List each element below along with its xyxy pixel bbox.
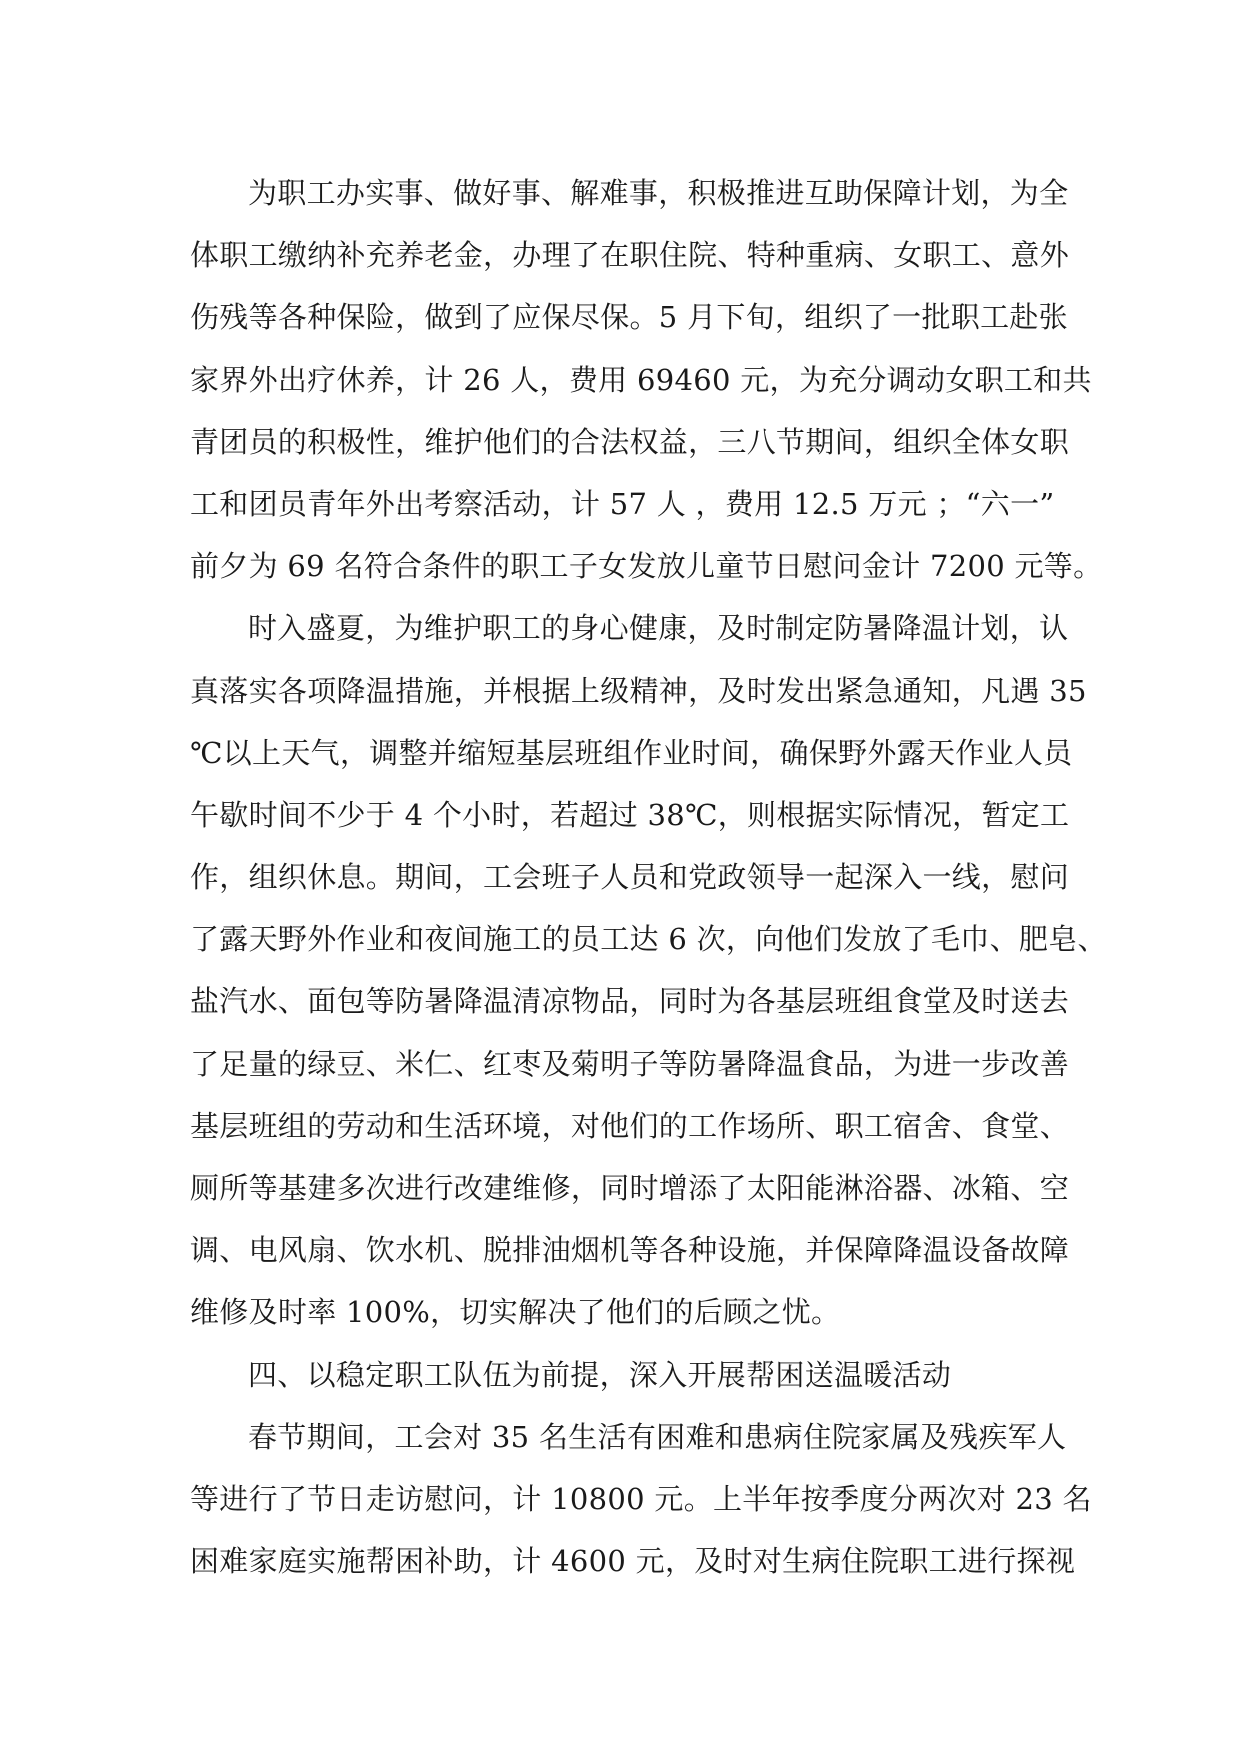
text-line: 时入盛夏，为维护职工的身心健康，及时制定防暑降温计划，认 <box>248 611 1069 646</box>
text-line: 真落实各项降温措施，并根据上级精神，及时发出紧急通知，凡遇 35 <box>190 673 1087 708</box>
text-line: 为职工办实事、做好事、解难事，积极推进互助保障计划，为全 <box>248 176 1069 210</box>
body-text <box>190 162 1107 1592</box>
text-line: 午歇时间不少于 4 个小时，若超过 38℃，则根据实际情况，暂定工 <box>190 797 1070 832</box>
text-line: 工和团员青年外出考察活动，计 57 人 ，费用 12.5 万元 ；“六一” <box>190 486 1055 521</box>
text-line: 作，组织休息。期间，工会班子人员和党政领导一起深入一线，慰问 <box>190 860 1070 895</box>
text-line: 厕所等基建多次进行改建维修，同时增添了太阳能淋浴器、冰箱、空 <box>190 1171 1070 1205</box>
text-line: 家界外出疗休养，计 26 人，费用 69460 元，为充分调动女职工和共 <box>190 362 1092 397</box>
section-heading: 四、以稳定职工队伍为前提，深入开展帮困送温暖活动 <box>248 1357 952 1392</box>
text-line: 调、电风扇、饮水机、脱排油烟机等各种设施，并保障降温设备故障 <box>190 1233 1070 1268</box>
text-line: 困难家庭实施帮困补助，计 4600 元，及时对生病住院职工进行探视 <box>190 1544 1076 1579</box>
text-line: ℃以上天气，调整并缩短基层班组作业时间，确保野外露天作业人员 <box>190 735 1073 770</box>
text-line: 前夕为 69 名符合条件的职工子女发放儿童节日慰问金计 7200 元等。 <box>190 549 1103 584</box>
text-line: 伤残等各种保险，做到了应保尽保。5 月下旬，组织了一批职工赴张 <box>190 300 1068 335</box>
text-line: 等进行了节日走访慰问，计 10800 元。上半年按季度分两次对 23 名 <box>190 1481 1092 1516</box>
text-line: 青团员的积极性，维护他们的合法权益，三八节期间，组织全体女职 <box>190 424 1070 459</box>
text-line: 盐汽水、面包等防暑降温清凉物品，同时为各基层班组食堂及时送去 <box>190 984 1070 1019</box>
text-line: 春节期间，工会对 35 名生活有困难和患病住院家属及残疾军人 <box>248 1419 1067 1454</box>
text-line: 体职工缴纳补充养老金，办理了在职住院、特种重病、女职工、意外 <box>190 238 1070 273</box>
text-line: 维修及时率 100%，切实解决了他们的后顾之忧。 <box>190 1295 841 1330</box>
text-line: 了足量的绿豆、米仁、红枣及菊明子等防暑降温食品，为进一步改善 <box>190 1046 1070 1081</box>
text-line: 基层班组的劳动和生活环境，对他们的工作场所、职工宿舍、食堂、 <box>190 1108 1070 1143</box>
text-line: 了露天野外作业和夜间施工的员工达 6 次，向他们发放了毛巾、肥皂、 <box>190 922 1107 957</box>
